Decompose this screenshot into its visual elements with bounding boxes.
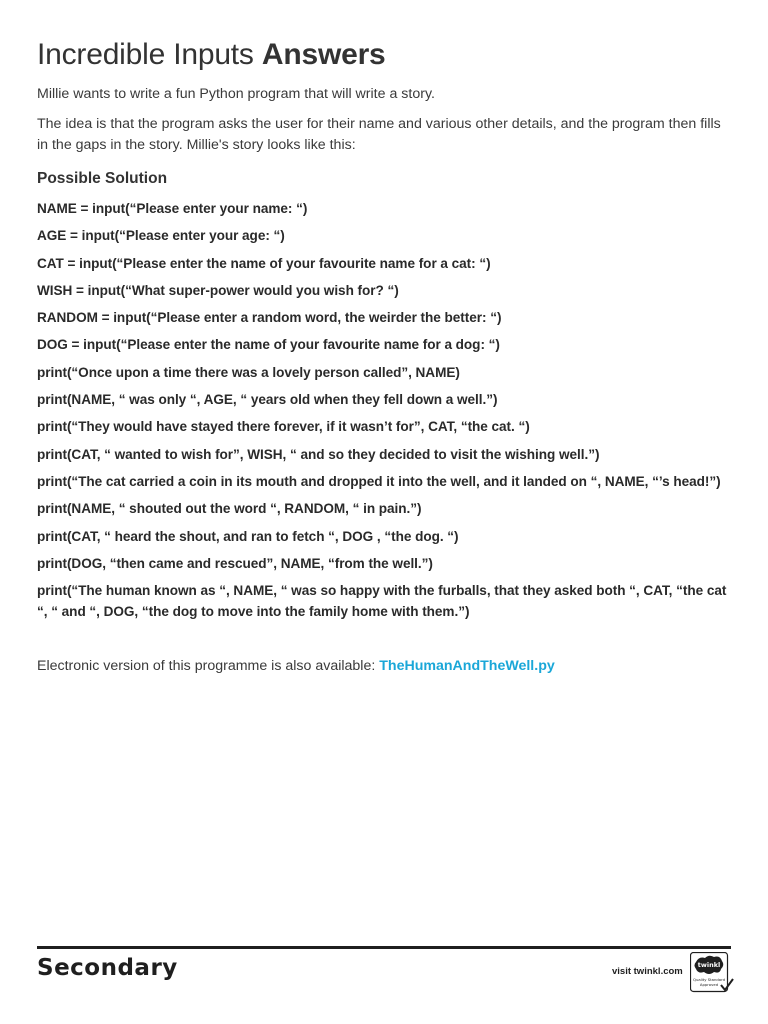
code-line: print(CAT, “ wanted to wish for”, WISH, “ and so they decided to visit the wishing well.”) xyxy=(37,446,600,462)
code-line: WISH = input(“What super-power would you wish for? “) xyxy=(37,282,399,298)
page-title xyxy=(37,34,733,76)
secondary-brand: Secondary xyxy=(37,955,178,981)
code-line: RANDOM = input(“Please enter a random word, the weirder the better: “) xyxy=(37,310,502,326)
program-file-link[interactable]: TheHumanAndTheWell.py xyxy=(379,658,555,675)
code-line: AGE = input(“Please enter your age: “) xyxy=(37,228,285,244)
code-block xyxy=(37,198,733,622)
title-light: Incredible Inputs xyxy=(37,38,254,71)
code-line: print(“They would have stayed there forever, if it wasn’t for”, CAT, “the cat. “) xyxy=(37,419,530,435)
code-line: print(“Once upon a time there was a lovely person called”, NAME) xyxy=(37,364,460,380)
intro-paragraph-1: Millie wants to write a fun Python program that will write a story. xyxy=(37,86,435,102)
code-line: print(NAME, “ was only “, AGE, “ years old when they fell down a well.”) xyxy=(37,392,498,408)
code-line: NAME = input(“Please enter your name: “) xyxy=(37,201,308,216)
worksheet-page xyxy=(37,34,733,674)
badge-logo-text: twinkl xyxy=(697,961,721,969)
code-line: CAT = input(“Please enter the name of your favourite name for a cat: “) xyxy=(37,255,491,271)
code-line: print(CAT, “ heard the shout, and ran to fetch “, DOG , “the dog. “) xyxy=(37,528,459,544)
code-line: print(NAME, “ shouted out the word “, RANDOM, “ in pain.”) xyxy=(37,501,422,517)
footer-divider xyxy=(37,946,731,949)
title-bold: Answers xyxy=(261,38,386,71)
solution-heading: Possible Solution xyxy=(37,170,168,187)
code-line: DOG = input(“Please enter the name of your favourite name for a dog: “) xyxy=(37,337,500,353)
badge-caption-2: Approved xyxy=(699,982,719,987)
code-line: print(DOG, “then came and rescued”, NAME, “from the well.”) xyxy=(37,555,433,571)
quality-standard-badge-icon xyxy=(690,952,734,994)
badge-caption-1: Quality Standard xyxy=(692,977,726,982)
note-text: Electronic version of this programme is also available: xyxy=(37,658,380,675)
code-line: print(“The human known as “, NAME, “ was so happy with the furballs, that they asked both “, CAT, “the cat “, “ and “, DOG, “the dog to move into the family home with them.”) xyxy=(37,583,727,620)
intro-paragraph-2: The idea is that the program asks the user for their name and various other details, and the program then fills in the gaps in the story. Millie's story looks like this: xyxy=(37,116,721,153)
visit-twinkl-link[interactable]: visit twinkl.com xyxy=(612,966,683,977)
electronic-version-note xyxy=(37,658,733,674)
code-line: print(“The cat carried a coin in its mouth and dropped it into the well, and it landed on “, NAME, “’s head!”) xyxy=(37,473,721,489)
